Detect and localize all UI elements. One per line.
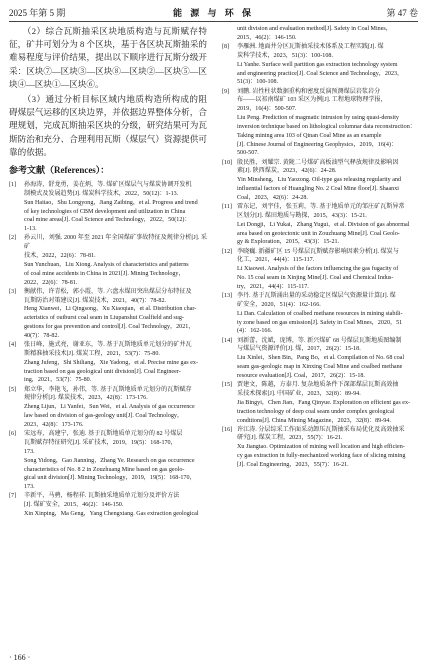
reference-text-line: 规律分析[J]. 煤炭技术，2023，42(8)：173-176. — [24, 395, 148, 402]
reference-text-line: cy gas extraction in fully-mechanized working face of slicing mining — [237, 453, 406, 460]
reference-text-line: 2015，46(2)：146-150. — [237, 34, 297, 41]
reference-text-line: ing，2021，53(7)：75-80. — [24, 377, 92, 384]
reference-number: [11] — [222, 204, 232, 211]
reference-number: [10] — [222, 159, 233, 166]
reference-text-line: 雷东记，刘宇佳，张玉莉，等. 基于地质单元的邹庄矿瓦斯异常 — [237, 204, 405, 211]
reference-text-line: 173. — [24, 448, 35, 455]
reference-item — [9, 181, 207, 234]
reference-text-line: 制模式及发展趋势[J]. 煤炭科学技术，2022，50(12)：1-13. — [24, 190, 179, 197]
reference-text-line: 布——以祁南煤矿 103 采区为例[J]. 工程地球物理学报， — [237, 97, 387, 104]
reference-number: [8] — [222, 43, 230, 50]
reference-item — [9, 430, 207, 492]
reference-text-line: Li Xiaowei. Analysis of the factors influencing the gas fugacity of — [237, 266, 399, 273]
reference-number: [5] — [9, 386, 17, 393]
reference-text-line: of coal mine accidents in China in 2021[J]. Mining Technology， — [24, 270, 185, 277]
reference-text-line: Zhang Jufeng，Shi Shiliang，Xie Yadong，et al. Precise mine gas ex- — [24, 359, 198, 366]
references-heading: 参考文献（References）： — [9, 165, 110, 176]
reference-text-line: Li Yanhe. Surface well partition gas extraction technology system — [237, 61, 398, 68]
reference-text-line: 2022，22(6)：78-81. — [24, 279, 78, 286]
reference-text-line: area based on geotectonic unit in Zouzhuang Mine[J]. Coal Geolo- — [237, 230, 400, 237]
reference-text-line: 郑立华，李艳飞，孙伟，等. 基于瓦斯地质单元划分的瓦斯赋存 — [24, 386, 192, 393]
reference-text-line: seam gas-geologic map in Xinxing Coal Mine and coalbed methane — [237, 364, 403, 371]
reference-text-line: 矿安全，2020，51(4)：162-166. — [237, 301, 321, 308]
reference-text-line: 殷民胜，刘耀宗. 黄陇二号煤矿高板油型气释放规律及影响因 — [237, 159, 399, 166]
reference-number: [13] — [222, 293, 233, 300]
reference-text-line: Sun Yunchuan，Liu Xiong. Analysis of characteristics and patterns — [24, 261, 189, 268]
reference-number: [1] — [9, 182, 17, 189]
reference-text-line: Jia Bingyi，Chen Jian，Fang Qinyue. Exploration on efficient gas ex- — [237, 399, 411, 406]
reference-number: [15] — [222, 382, 233, 389]
reference-text-line: 张日峰，施式亮，谢亚东，等. 基于瓦斯地质单元划分的矿井瓦 — [24, 342, 192, 349]
reference-text-line: ty zone based on gas emission[J]. Safety in Coal Mines，2020，51 — [237, 319, 403, 326]
reference-text-line: Sun Haitao，Shu Longyong，Jiang Zaibing，et al. Progress and trend — [24, 199, 198, 206]
reference-text-line: 贾建文，陈越，方泰月. 复杂地质条件下深部煤层瓦斯高效抽 — [237, 382, 399, 389]
reference-text-line: 区划分[J]. 煤田地质与勘探，2015，43(3)：15-21. — [237, 212, 367, 219]
reference-text-line: traction based on gas geological unit division[J]. Coal Engineer- — [24, 368, 181, 375]
reference-item — [222, 43, 418, 87]
reference-item — [9, 341, 207, 385]
volume-label: 第 47 卷 — [386, 8, 418, 18]
reference-text-line: 李丹. 基于瓦斯涌出量的采动稳定区煤层气资源量计算[J]. 煤 — [237, 293, 396, 300]
reference-number: [16] — [222, 426, 233, 433]
page-header — [9, 6, 418, 20]
references-list-left — [9, 181, 207, 519]
reference-text-line: 采技术探索[J]. 中国矿业，2023，32(8)：89-94. — [237, 390, 361, 397]
reference-item — [222, 159, 418, 203]
reference-text-line: Coal，2023，42(6)：24-28. — [237, 194, 308, 201]
reference-text-line: 173. — [24, 484, 35, 491]
reference-text-line: characteristics of No. 8 2 in Zouzhuang Mine based on gas geolo- — [24, 466, 185, 473]
reference-item — [222, 248, 418, 292]
reference-item — [222, 381, 418, 425]
reference-text-line: 斯精准抽采技术[J]. 煤炭工程，2021，53(7)：75-80. — [24, 350, 160, 357]
reference-text-line: try，2021，44(4)：115-117. — [237, 283, 309, 290]
reference-text-line: Xin Xinping，Ma Geng，Yang Chengxiang. Gas extraction geological — [24, 511, 199, 518]
reference-text-line: [J]. 煤矿安全，2015，46(2)：146-150. — [24, 502, 124, 509]
reference-number: [6] — [9, 431, 17, 438]
reference-item — [9, 492, 207, 519]
reference-text-line: inversion technique based on lithological columnar data reconstruction： — [237, 123, 416, 130]
reference-text-line: conditions[J]. China Mining Magazine，2023，32(8)：89-94. — [237, 417, 391, 424]
reference-text-line: 技术，2022，22(6)：78-81. — [24, 253, 96, 260]
reference-number: [14] — [222, 337, 233, 344]
reference-text-line: 与煤层气资源评价[J]. 煤，2017，26(2)：15-18. — [237, 346, 361, 353]
reference-text-line: acteristics of outburst coal seam in Liupanshui Coalfield and sug- — [24, 315, 184, 322]
issue-label: 2025 年第 5 期 — [9, 8, 66, 18]
reference-item — [222, 25, 418, 43]
reference-text-line: 51(3)：100-108. — [237, 79, 279, 86]
reference-text-line: 40(7)：78-82. — [24, 332, 60, 339]
reference-text-line: 李晓巍. 新疆矿区 15 号煤层瓦斯赋存影响因素分析[J]. 煤炭与 — [237, 248, 399, 255]
reference-text-line: Li Dan. Calculation of coalbed methane resources in mining stabili- — [237, 310, 403, 317]
reference-text-line: 孙云川，刘强. 2000 年至 2021 年全国煤矿事故特征及规律分析[J]. 采矿 — [24, 235, 207, 251]
reference-number: [2] — [9, 235, 17, 242]
reference-item — [9, 234, 207, 287]
reference-text-line: 炭科学技术，2023，51(3)：100-108. — [237, 52, 333, 59]
reference-text-line: unit division and evaluation method[J]. Safety in Coal Mines， — [237, 26, 392, 32]
reference-item — [9, 288, 207, 341]
reference-text-line: influential factors of Huangling No. 2 Coal Mine floor[J]. Shaanxi — [237, 186, 399, 193]
reference-text-line: Taking mining area 103 of Qinan Coal Mine as an example — [237, 132, 382, 139]
reference-text-line: law based on division of gas-geology unit[J]. Coal Technology， — [24, 413, 184, 420]
reference-text-line: 化工，2021，44(4)：115-117. — [237, 257, 315, 264]
reference-text-line: 刘鹏. 岩性柱状数据重构和密度反演预测煤层岩浆岩分 — [237, 88, 381, 95]
reference-text-line: 2019，16(4)：500-507. — [237, 106, 297, 113]
reference-text-line: 2023，42(8)：173-176. — [24, 422, 84, 428]
reference-text-line: and engineering practice[J]. Coal Science and Technology，2023， — [237, 70, 404, 77]
reference-text-line: resource evaluation[J]. Coal，2017，26(2)：15-18. — [237, 372, 365, 379]
reference-text-line: (4)：162-166. — [237, 328, 273, 335]
journal-title: 能 源 与 环 保 — [172, 8, 254, 18]
reference-text-line: Yin Minsheng，Liu Yaozong. Oil-type gas releasing regularity and — [237, 177, 401, 184]
right-column — [222, 25, 418, 470]
reference-text-line: 许江涛. 分层综采工作面采动卸压瓦斯抽采布局优化及高效抽采 — [237, 426, 405, 433]
reference-text-line: Heng Xianwei，Li Qingsong，Xu Xiaoqian，et al. Distribution char- — [24, 306, 197, 313]
reference-item — [222, 88, 418, 159]
reference-text-line: 刘新蕾，沈斌，庞博，等. 新兴煤矿 68 号煤层瓦斯地质图编制 — [237, 337, 402, 344]
reference-text-line: 研究[J]. 煤炭工程，2023，55(7)：16-21. — [237, 435, 343, 442]
reference-text-line: 瓦斯赋存特征研究[J]. 采矿技术，2019，19(5)：168-170， — [24, 439, 177, 446]
reference-text-line: gestions for gas prevention and control[J]. Coal Technology，2021， — [24, 324, 195, 331]
reference-text-line: Liu Peng. Prediction of magmatic intrusion by using quasi-density — [237, 115, 399, 122]
reference-text-line: 李雁洲. 地面井分区瓦斯抽采技术体系及工程实践[J]. 煤 — [237, 43, 384, 50]
reference-text-line: Zheng Lijun，Li Yanfei，Sun Wei，et al. Analysis of gas occurrence — [24, 404, 195, 411]
reference-text-line: Liu Xinlei，Shen Bin，Pang Bo，et al. Compilation of No. 68 coal — [237, 355, 405, 362]
references-list-right — [222, 25, 418, 470]
left-column — [9, 25, 207, 519]
reference-text-line: of key technologies of CBM development and utilization in China — [24, 208, 186, 215]
reference-number: [9] — [222, 88, 230, 95]
reference-text-line: 宋远寿，高建宁，张迪. 基于瓦斯地质单元划分的 82 号煤层 — [24, 431, 183, 438]
reference-number: [3] — [9, 288, 17, 295]
reference-text-line: 孙海涛，舒龙勇，姜在炳，等. 煤矿区煤层气与煤炭协调开发机 — [24, 182, 192, 189]
reference-text-line: 衡献伟，许青松，郭小霞，等. 六盘水煤田突出煤层分布特征及 — [24, 288, 192, 295]
reference-text-line: 瓦斯防治对策建议[J]. 煤炭技术，2021，40(7)：78-82. — [24, 297, 167, 304]
reference-text-line: gical unit division[J]. Mining Technology，2019，19(5)：168-170， — [24, 475, 196, 482]
reference-text-line: No. 15 coal seam in Xinjing Mine[J]. Coal and Chemical Indus- — [237, 275, 394, 282]
header-divider — [9, 21, 418, 22]
reference-item — [9, 386, 207, 430]
reference-number: [7] — [9, 493, 17, 500]
reference-text-line: Xu Jiangtao. Optimization of mining well location and high efficien- — [237, 444, 405, 451]
reference-item — [222, 203, 418, 247]
reference-text-line: traction technology of deep coal seam under complex geological — [237, 408, 395, 415]
page-number: · 166 · — [9, 653, 31, 662]
reference-item — [222, 292, 418, 336]
reference-number: [4] — [9, 342, 17, 349]
reference-number: [12] — [222, 248, 233, 255]
reference-text-line: [J]. Coal Engineering，2023，55(7)：16-21. — [237, 462, 349, 469]
reference-item — [222, 426, 418, 470]
reference-text-line: coal mine areas[J]. Coal Science and Technology，2022，50(12)： — [24, 217, 191, 224]
reference-text-line: gy & Exploration，2015，43(3)：15-21. — [237, 239, 340, 246]
reference-text-line: 500-507. — [237, 150, 259, 157]
reference-text-line: Lei Dongji，Li Yukai，Zhang Yugui，et al. Division of gas abnormal — [237, 221, 410, 228]
reference-text-line: 1-13. — [24, 226, 37, 233]
reference-text-line: [J]. Chinese Journal of Engineering Geophysics，2019，16(4)： — [237, 141, 398, 148]
conclusion-paragraph-2: （2）综合瓦斯抽采区块地质构造与瓦斯赋存特征，矿井可划分为 8 个区块，基于各区块瓦斯抽采的难易程度与评价结果，提出以下顺序进行瓦斯分级开采：区块⑦—区块③—区块⑧—区块②—区块⑤—区块④—区块①—区块⑥。 — [9, 26, 207, 89]
reference-text-line: 素[J]. 陕西煤炭，2023，42(6)：24-28. — [237, 168, 337, 175]
reference-text-line: 辛新平，马骋，杨程祥. 瓦斯抽采地质单元划分及评价方法 — [24, 493, 180, 500]
reference-item — [222, 337, 418, 381]
reference-text-line: Song Yidong，Gao Jianning，Zhang Ye. Research on gas occurrence — [24, 457, 195, 464]
conclusion-paragraph-3: （3）通过分析目标区域内地质构造所构成的阻碍煤层气运移的区块边界，并依据边界整体分析，合理规划，完成瓦斯抽采区块的分级，研究结果可为瓦斯防治和充分、合理利用瓦斯（煤层气）资源提供可靠的依据。 — [9, 94, 207, 157]
